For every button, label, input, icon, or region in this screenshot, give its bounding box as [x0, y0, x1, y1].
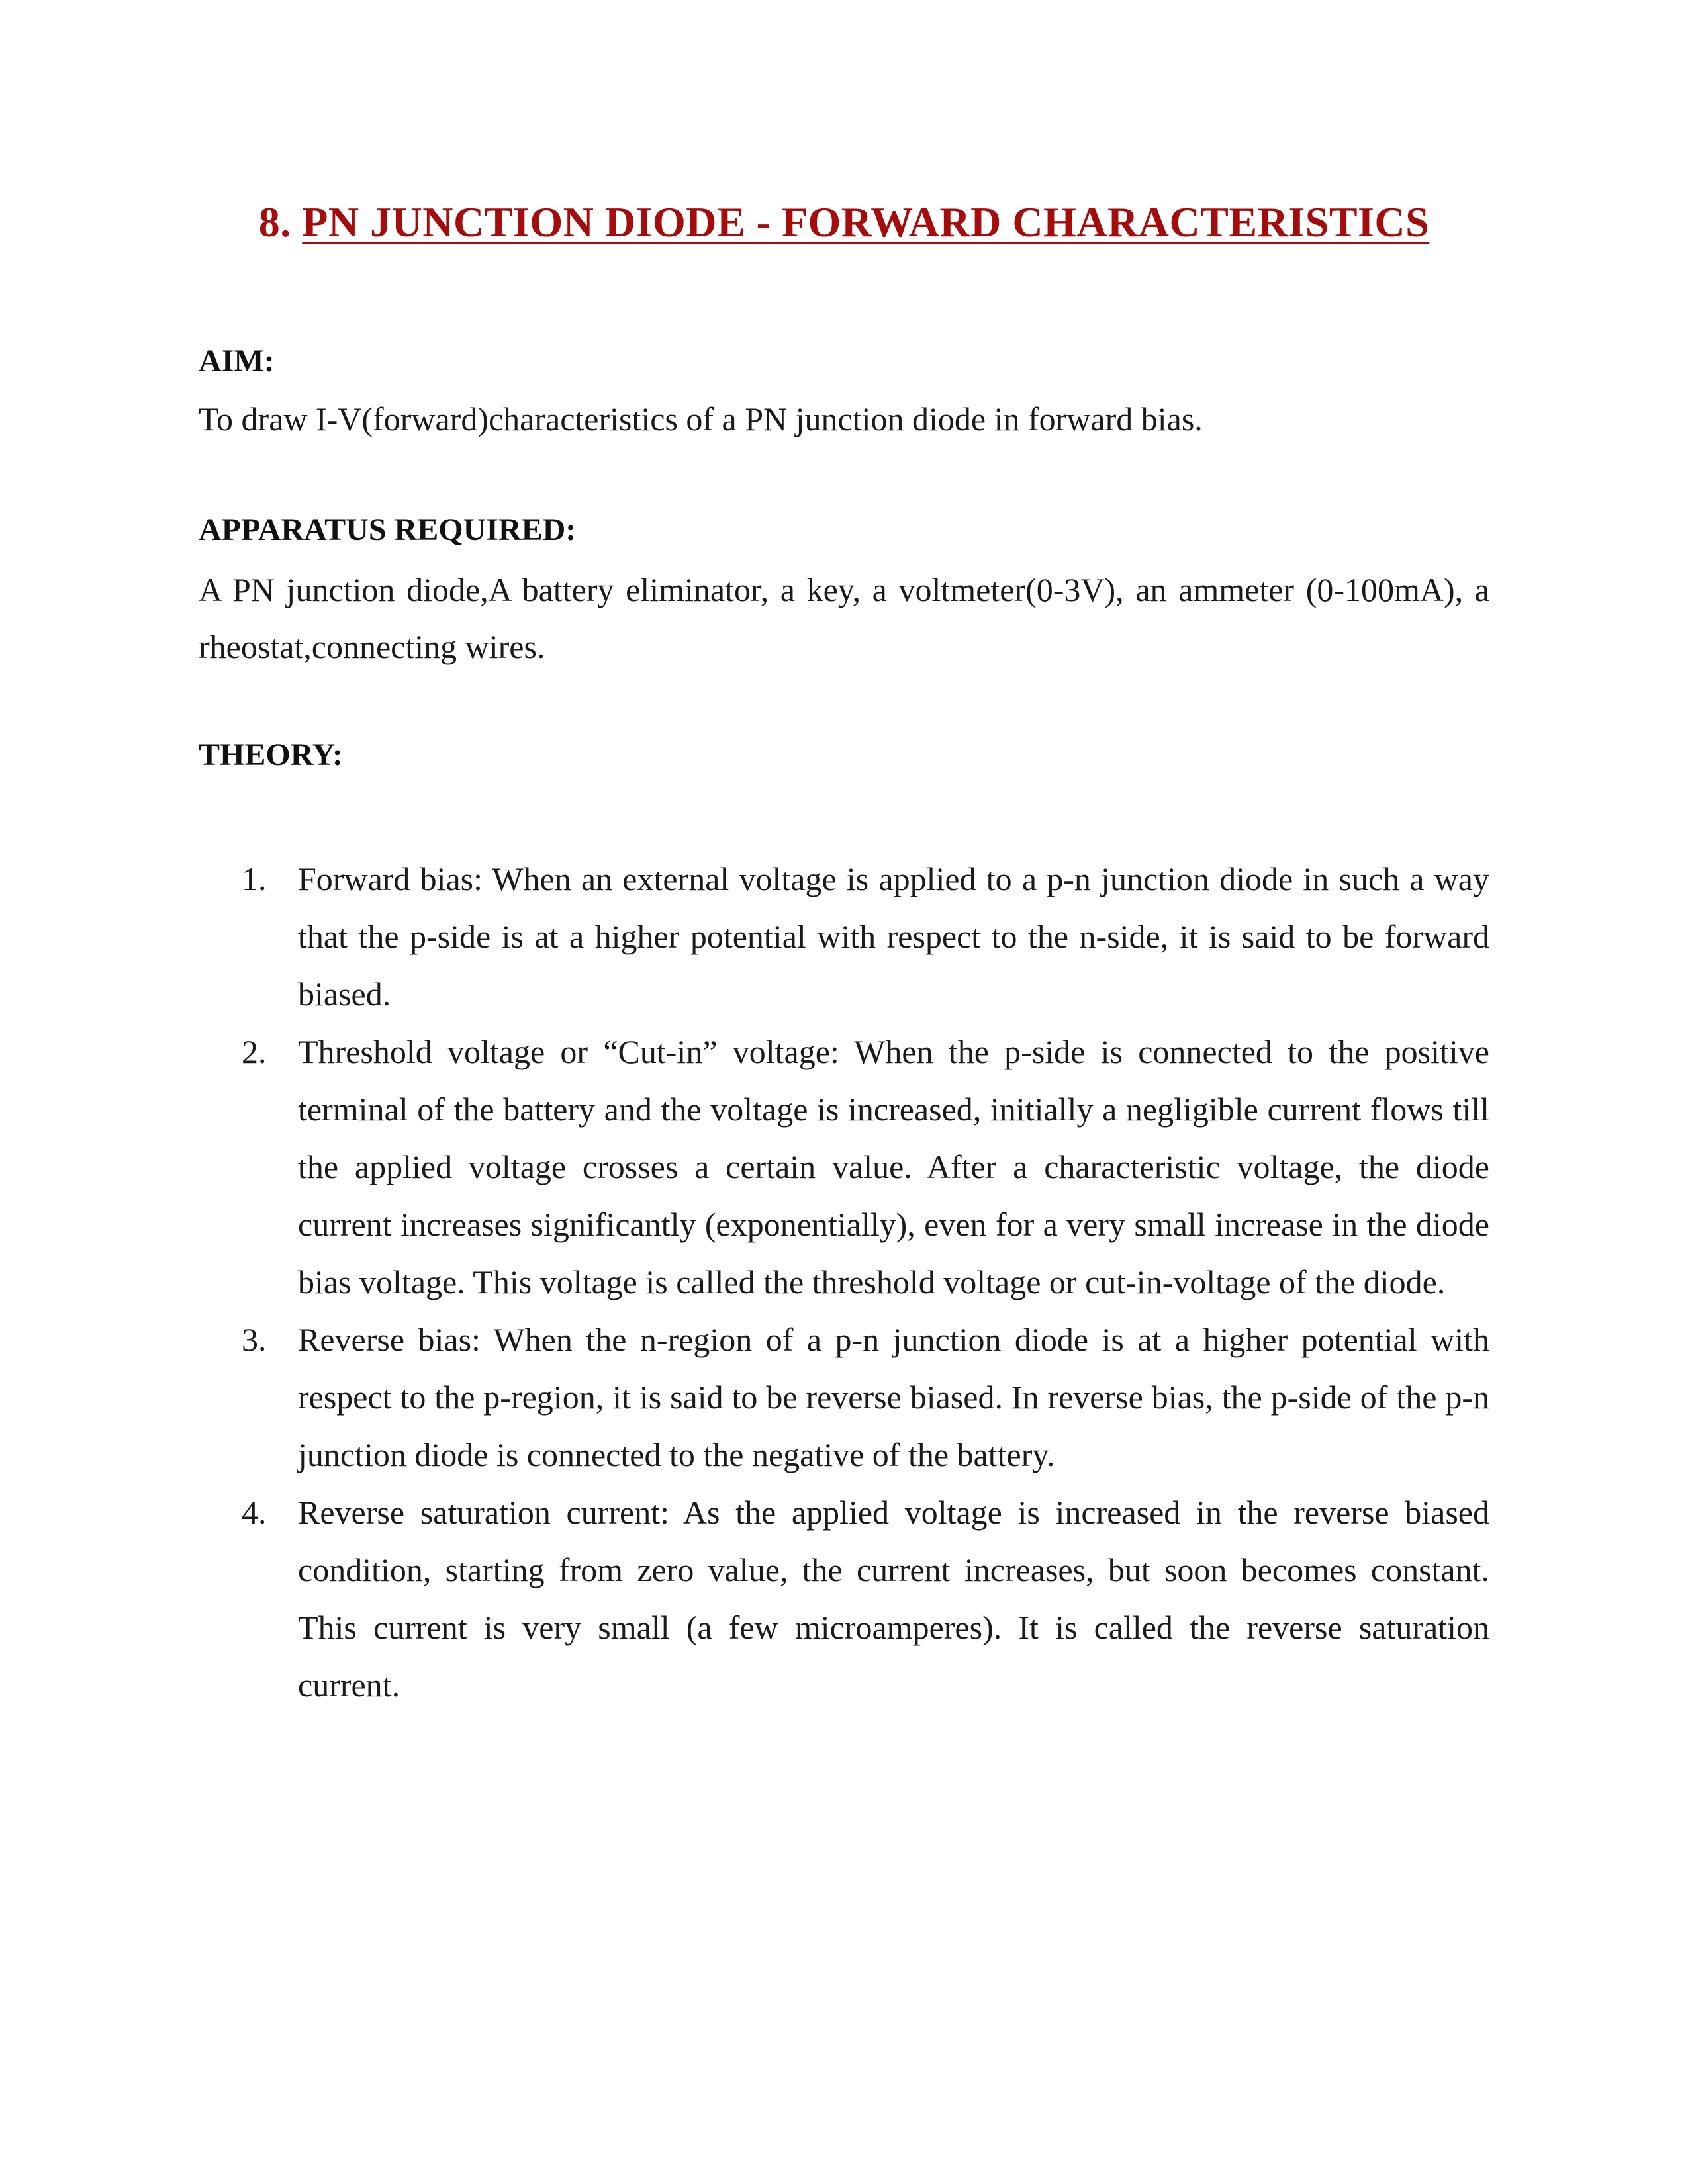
- theory-list: [199, 850, 1489, 1714]
- page-title: [199, 197, 1489, 248]
- title-text: PN JUNCTION DIODE - FORWARD CHARACTERISTICS: [302, 199, 1430, 246]
- theory-heading: THEORY:: [199, 737, 343, 772]
- list-item-number: 3.: [242, 1321, 267, 1358]
- list-item-number: 2.: [242, 1033, 267, 1070]
- list-item: [199, 1311, 1489, 1484]
- aim-heading: AIM:: [199, 343, 275, 379]
- list-item: [199, 1484, 1489, 1714]
- list-item-text: Reverse bias: When the n-region of a p-n junction diode is at a higher potential with respect to the p-region, it is said to be reverse biased. In reverse bias, the p-side of the p-n junction diode is connected to the negative of the battery.: [298, 1321, 1489, 1473]
- list-item: [199, 1023, 1489, 1311]
- apparatus-heading: APPARATUS REQUIRED:: [199, 512, 577, 547]
- list-item-text: Threshold voltage or “Cut-in” voltage: When the p-side is connected to the positive terminal of the battery and the voltage is increased, initially a negligible current flows till the applied voltage crosses a certain value. After a characteristic voltage, the diode current increases significantly (exponentially), even for a very small increase in the diode bias voltage. This voltage is called the threshold voltage or cut-in-voltage of the diode.: [298, 1033, 1489, 1300]
- list-item-text: Forward bias: When an external voltage is applied to a p-n junction diode in such a way that the p-side is at a higher potential with respect to the n-side, it is said to be forward biased.: [298, 860, 1489, 1013]
- document-page: [199, 0, 1489, 2184]
- aim-text: To draw I-V(forward)characteristics of a PN junction diode in forward bias.: [199, 400, 1203, 437]
- title-number: 8.: [258, 199, 291, 246]
- apparatus-text: A PN junction diode,A battery eliminator, a key, a voltmeter(0-3V), an ammeter (0-100mA), a rheostat,connecting wires.: [199, 571, 1489, 665]
- list-item-number: 1.: [242, 860, 267, 897]
- list-item: [199, 850, 1489, 1023]
- list-item-text: Reverse saturation current: As the applied voltage is increased in the reverse biased condition, starting from zero value, the current increases, but soon becomes constant. This current is very small (a few microamperes). It is called the reverse saturation current.: [298, 1494, 1489, 1704]
- list-item-number: 4.: [242, 1494, 267, 1531]
